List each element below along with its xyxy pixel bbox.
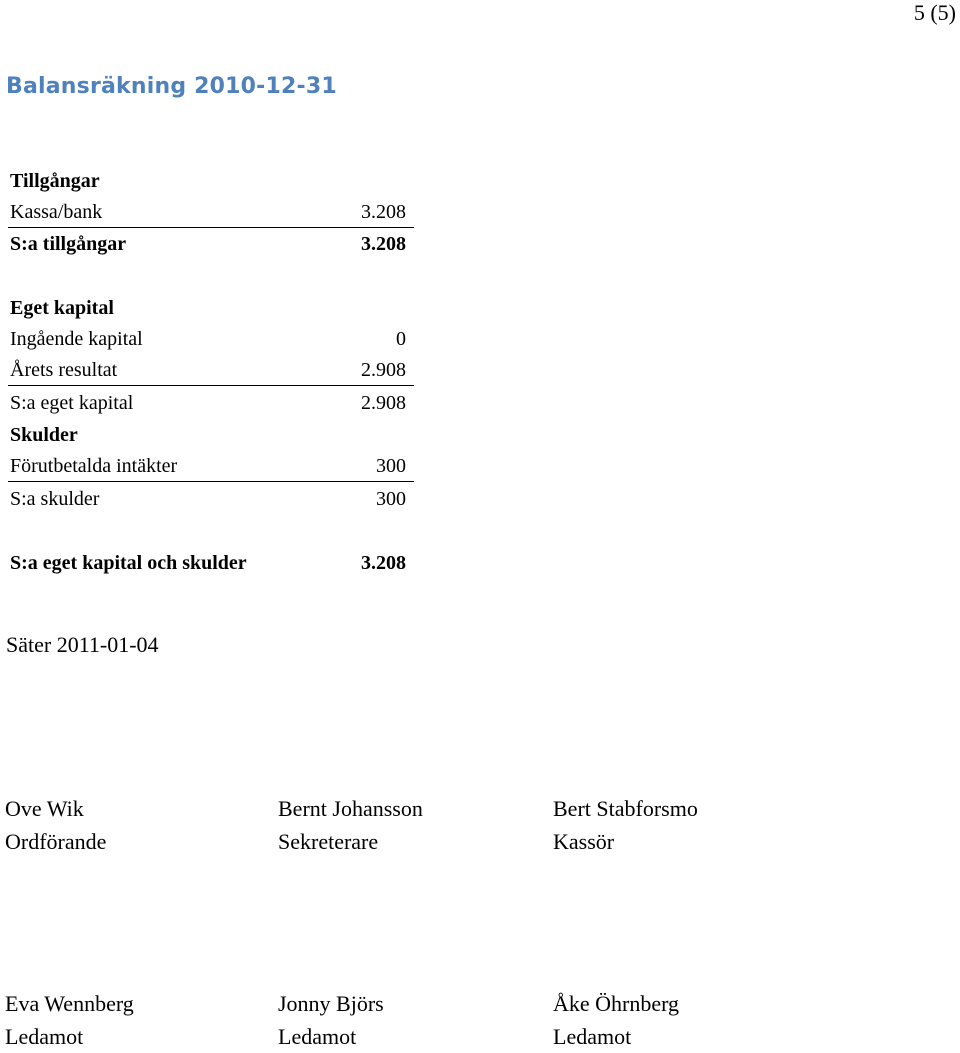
grand-total-amount: 3.208 — [361, 552, 406, 574]
signature-name: Jonny Björs — [278, 991, 384, 1016]
assets-row-cash — [8, 197, 414, 227]
total-label: S:a eget kapital — [10, 392, 134, 414]
equity-total-divider — [8, 385, 414, 386]
liabilities-row-prepaid — [8, 451, 414, 481]
place-date: Säter 2011-01-04 — [6, 632, 159, 657]
signature-name: Bert Stabforsmo — [553, 796, 698, 821]
assets-total-divider — [8, 227, 414, 228]
row-amount: 0 — [396, 328, 406, 350]
liabilities-total-row — [8, 484, 414, 514]
equity-heading — [8, 293, 414, 323]
signature-block — [553, 792, 698, 858]
signature-name: Eva Wennberg — [5, 991, 134, 1016]
assets-heading — [8, 166, 414, 196]
row-amount: 300 — [376, 455, 406, 477]
signature-block — [278, 987, 384, 1053]
document-title: Balansräkning 2010-12-31 — [6, 74, 337, 99]
signature-role: Sekreterare — [278, 829, 379, 854]
signature-name: Åke Öhrnberg — [553, 991, 680, 1016]
signature-block — [5, 987, 134, 1053]
signature-role: Kassör — [553, 829, 615, 854]
row-label: Kassa/bank — [10, 201, 103, 223]
signature-role: Ledamot — [553, 1024, 632, 1049]
total-amount: 3.208 — [361, 233, 406, 255]
signature-role: Ledamot — [278, 1024, 357, 1049]
assets-heading-label: Tillgångar — [10, 170, 100, 192]
page-number: 5 (5) — [913, 0, 956, 25]
row-label: Ingående kapital — [10, 328, 143, 350]
signature-name: Ove Wik — [5, 796, 84, 821]
liabilities-heading — [8, 420, 414, 450]
liabilities-total-divider — [8, 481, 414, 482]
grand-total-label: S:a eget kapital och skulder — [10, 552, 247, 574]
grand-total-row — [8, 548, 414, 578]
row-label: Förutbetalda intäkter — [10, 455, 178, 477]
signature-role: Ordförande — [5, 829, 107, 854]
signature-block — [278, 792, 423, 858]
row-label: Årets resultat — [10, 359, 118, 381]
equity-heading-label: Eget kapital — [10, 297, 114, 319]
liabilities-heading-label: Skulder — [10, 424, 78, 446]
signature-block — [553, 987, 679, 1053]
equity-row-opening — [8, 324, 414, 354]
signature-role: Ledamot — [5, 1024, 84, 1049]
total-amount: 300 — [376, 488, 406, 510]
row-amount: 2.908 — [361, 359, 406, 381]
assets-total-row — [8, 229, 414, 259]
equity-row-result — [8, 355, 414, 385]
total-amount: 2.908 — [361, 392, 406, 414]
total-label: S:a tillgångar — [10, 233, 127, 255]
equity-total-row — [8, 388, 414, 418]
signature-block — [5, 792, 106, 858]
row-amount: 3.208 — [361, 201, 406, 223]
signature-name: Bernt Johansson — [278, 796, 423, 821]
total-label: S:a skulder — [10, 488, 100, 510]
